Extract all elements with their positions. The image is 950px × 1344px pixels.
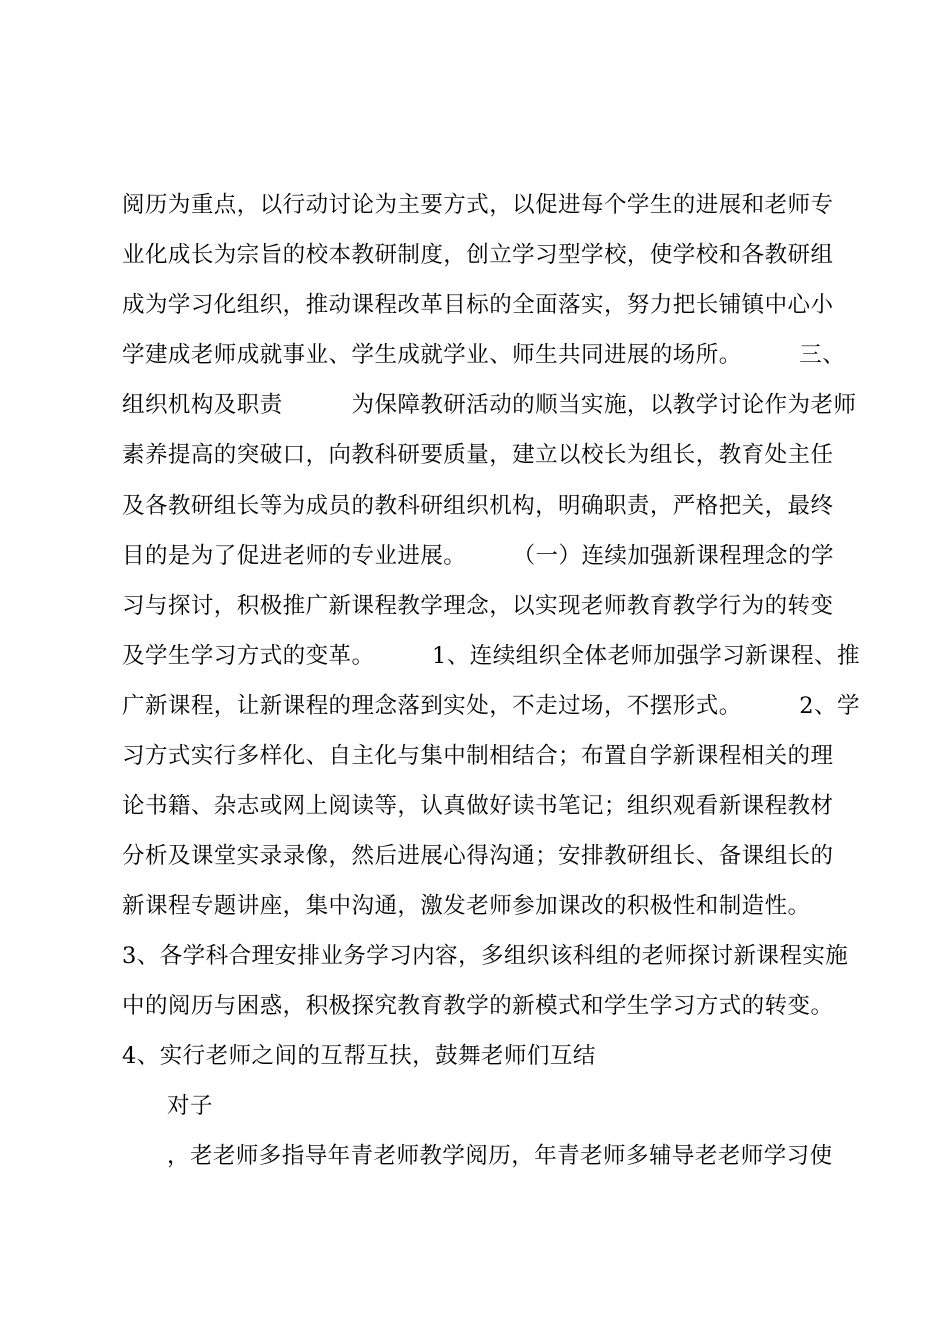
- body-text-line: 3、各学科合理安排业务学习内容，多组织该科组的老师探讨新课程实施: [122, 943, 849, 969]
- body-text-line: 习与探讨，积极推广新课程教学理念，以实现老师教育教学行为的转变: [122, 593, 834, 619]
- body-text-line: 中的阅历与困惑，积极探究教育教学的新模式和学生学习方式的转变。: [122, 993, 834, 1019]
- body-text-line: 及各教研组长等为成员的教科研组织机构，明确职责，严格把关，最终: [122, 493, 834, 519]
- body-text-line: 业化成长为宗旨的校本教研制度，创立学习型学校，使学校和各教研组: [122, 242, 834, 268]
- body-text-line: 广新课程，让新课程的理念落到实处，不走过场，不摆形式。 2、学: [122, 693, 860, 719]
- body-text-line: 4、实行老师之间的互帮互扶，鼓舞老师们互结: [122, 1043, 596, 1069]
- body-text-line: 学建成老师成就事业、学生成就学业、师生共同进展的场所。 三、: [122, 342, 846, 368]
- body-text-line: ，老老师多指导年青老师教学阅历，年青老师多辅导老老师学习使: [167, 1143, 833, 1169]
- body-text-line: 分析及课堂实录录像，然后进展心得沟通；安排教研组长、备课组长的: [122, 843, 834, 869]
- body-text-line: 组织机构及职责 为保障教研活动的顺当实施，以教学讨论作为老师: [122, 392, 857, 418]
- body-text-line: 及学生学习方式的变革。 1、连续组织全体老师加强学习新课程、推: [122, 643, 860, 669]
- body-text-line: 阅历为重点，以行动讨论为主要方式，以促进每个学生的进展和老师专: [122, 192, 834, 218]
- body-text-line: 论书籍、杂志或网上阅读等，认真做好读书笔记；组织观看新课程教材: [122, 793, 834, 819]
- body-text-line: 素养提高的突破口，向教科研要质量，建立以校长为组长，教育处主任: [122, 442, 834, 468]
- body-text-line: 新课程专题讲座，集中沟通，激发老师参加课改的积极性和制造性。: [122, 893, 811, 919]
- body-text-line: 对子: [167, 1093, 213, 1119]
- body-text-line: 目的是为了促进老师的专业进展。 （一）连续加强新课程理念的学: [122, 543, 834, 569]
- body-text-line: 成为学习化组织，推动课程改革目标的全面落实，努力把长铺镇中心小: [122, 292, 834, 318]
- body-text-line: 习方式实行多样化、自主化与集中制相结合；布置自学新课程相关的理: [122, 743, 834, 769]
